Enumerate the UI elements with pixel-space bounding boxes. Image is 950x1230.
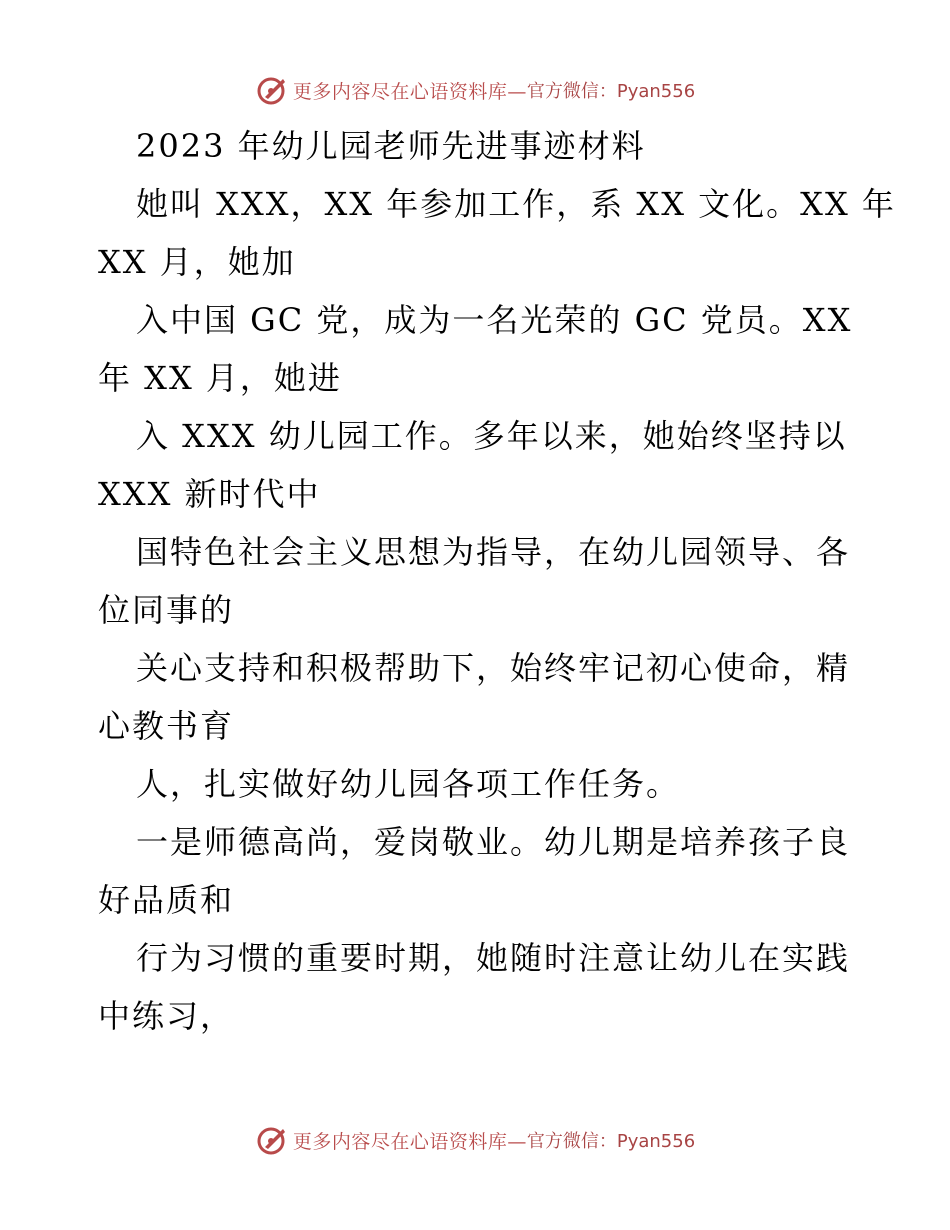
paragraph-line: 一是师德高尚，爱岗敬业。幼儿期是培养孩子良 [136,823,851,861]
paragraph-line: 行为习惯的重要时期，她随时注意让幼儿在实践 [136,939,851,977]
document-title: 2023 年幼儿园老师先进事迹材料 [136,127,646,165]
paragraph-line: 中练习， [98,997,235,1035]
paragraph-line: XXX 新时代中 [98,475,321,513]
paragraph-line: 心教书育 [98,707,235,745]
watermark-wechat: 官方微信：Pyan556 [526,1131,696,1152]
document-body [98,117,896,1045]
watermark-text: 更多内容尽在心语资料库— [292,1130,527,1153]
paragraph-line: 位同事的 [98,591,235,629]
quill-logo-icon [255,73,289,107]
quill-logo-icon [255,1123,289,1157]
paragraph-line: 关心支持和积极帮助下，始终牢记初心使命，精 [136,649,851,687]
paragraph-line: 入 XXX 幼儿园工作。多年以来，她始终坚持以 [136,417,847,455]
paragraph-line: 人，扎实做好幼儿园各项工作任务。 [136,765,681,803]
paragraph-line: 年 XX 月，她进 [98,359,342,397]
watermark-banner-top [0,70,950,110]
watermark-wechat: 官方微信：Pyan556 [526,81,696,102]
paragraph-line: 她叫 XXX，XX 年参加工作，系 XX 文化。XX 年 [136,185,896,223]
paragraph-line: 国特色社会主义思想为指导，在幼儿园领导、各 [136,533,851,571]
watermark-text: 更多内容尽在心语资料库— [292,80,527,103]
paragraph-line: 入中国 GC 党，成为一名光荣的 GC 党员。XX [136,301,853,339]
watermark-banner-bottom [0,1120,950,1160]
paragraph-line: XX 月，她加 [98,243,296,281]
paragraph-line: 好品质和 [98,881,235,919]
